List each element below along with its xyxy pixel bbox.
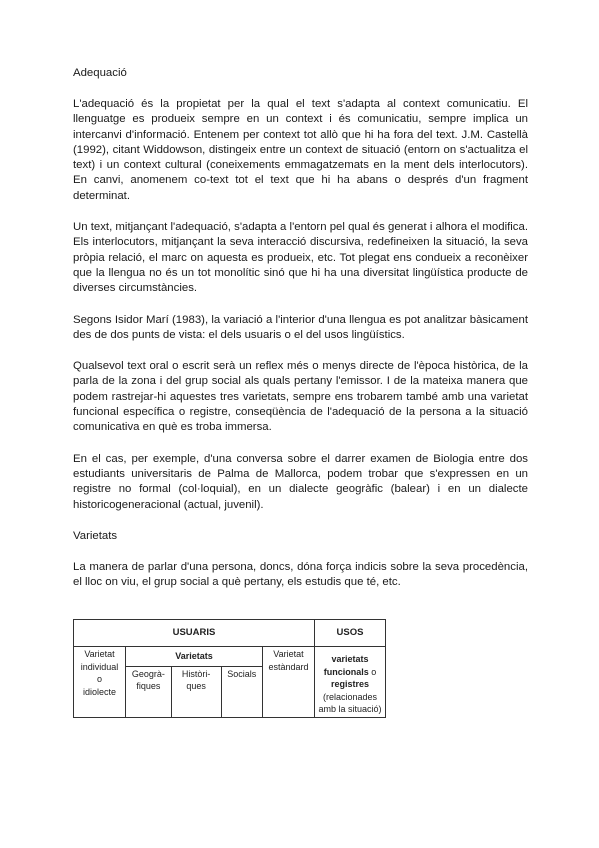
document-body <box>73 66 528 590</box>
paragraph-5: En el cas, per exemple, d'una conversa sobre el darrer examen de Biologia entre dos estudiants universitaris de Palma de Mallorca, podem trobar que s'expressen en un registre no formal (col·loquial), en un dialecte geogràfic (balear) i en un dialecte historicogeneracional (actual, juvenil). <box>73 452 528 511</box>
section-heading-varietats: Varietats <box>73 529 118 542</box>
cell-estandard: Varietat estàndard <box>262 647 314 718</box>
paragraph-6: La manera de parlar d'una persona, doncs, dóna força indicis sobre la seva procedència, el lloc on viu, el grup social a què pertany, els estudis que té, etc. <box>73 560 528 589</box>
cell-geografiques: Geogrà- fiques <box>126 666 172 717</box>
paragraph-4: Qualsevol text oral o escrit serà un reflex més o menys directe de l'època històrica, de la parla de la zona i del grup social als quals pertany l'emissor. I de la mateixa manera que podem rastrejar-hi aquestes tres varietats, sempre ens trobarem també amb una varietat funcional específica o registre, conseqüència de l'adequació de la persona a la situació comunicativa en què es troba immersa. <box>73 360 528 434</box>
cell-historiques: Històri- ques <box>171 666 221 717</box>
paragraph-3: Segons Isidor Marí (1983), la variació a l'interior d'una llengua es pot analitzar bàsicament des de dos punts de vista: el dels usuaris o el del usos lingüístics. <box>73 313 528 341</box>
cell-funcionals: varietats funcionals o registres (relacionades amb la situació) <box>315 647 386 718</box>
paragraph-2: Un text, mitjançant l'adequació, s'adapta a l'entorn pel qual és generat i alhora el modifica. Els interlocutors, mitjançant la seva interacció discursiva, redefineixen la situació, la seva pròpia relació, el marc on aquesta es produeix, etc. Tot plegat ens condueix a reconèixer que la llengua no és un tot monolític sinó que hi ha una diversitat lingüística producte de diverses circumstàncies. <box>73 221 528 295</box>
varietats-table <box>73 619 386 718</box>
header-usuaris: USUARIS <box>74 620 315 647</box>
section-heading-adequacio: Adequació <box>73 67 127 79</box>
cell-idiolecte: Varietat individual o idiolecte <box>74 647 126 718</box>
paragraph-1: L'adequació és la propietat per la qual el text s'adapta al context comunicatiu. El llenguatge es produeix sempre en un context i és comunicatiu, sempre implica un intercanvi d'informació. Entenem per context tot allò que hi ha fora del text. J.M. Castellà (1992), citant Widdowson, distingeix entre un context de situació (entorn on s'actualitza el text) i un context cultural (coneixements emmagatzemats en la ment dels interlocutors). En canvi, anomenem co-text tot el text que hi ha abans o després d'un fragment determinat. <box>73 98 528 202</box>
cell-socials: Socials <box>221 666 262 717</box>
cell-varietats: Varietats <box>126 647 263 667</box>
header-usos: USOS <box>315 620 386 647</box>
